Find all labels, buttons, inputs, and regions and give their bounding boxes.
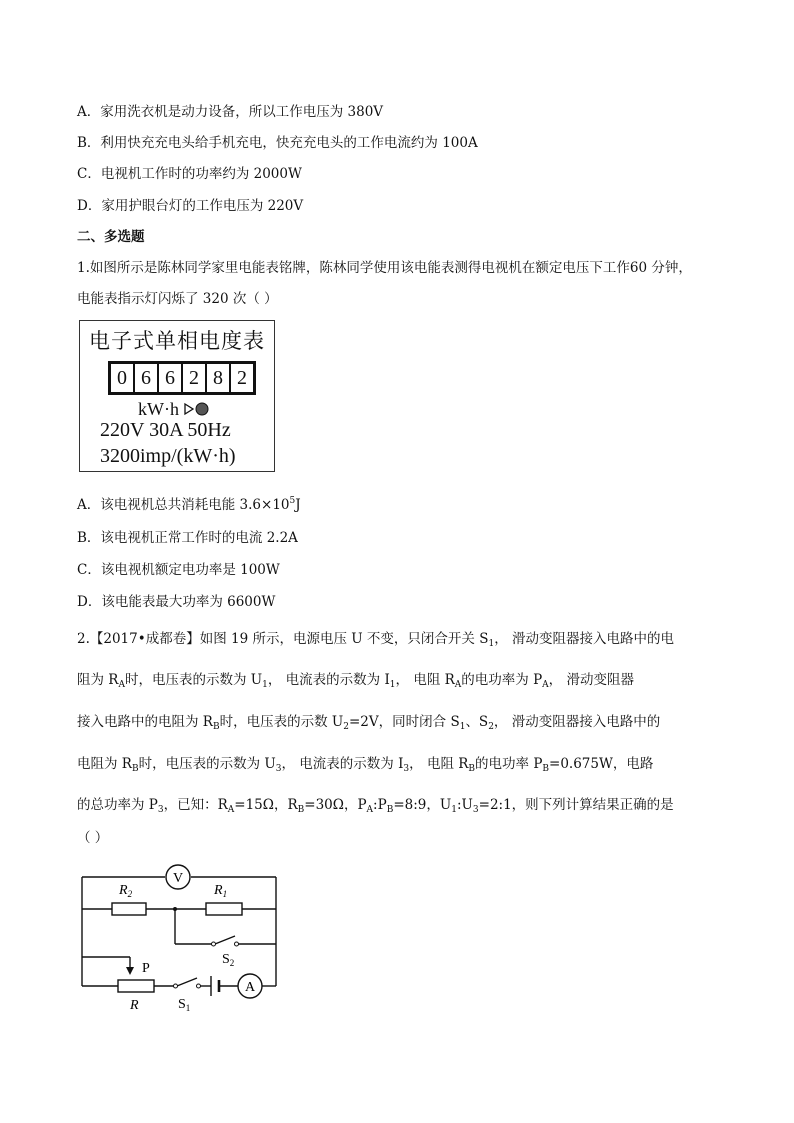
- q1-option-a: A．该电视机总共消耗电能 $3.6\times 10^5J$: [77, 496, 301, 513]
- meter-digit: 0: [111, 364, 135, 392]
- q1-option-b: B．该电视机正常工作时的电流 2.2A: [77, 530, 298, 546]
- r1-label: $R_1$: [214, 883, 228, 899]
- switch-s2-contact: [212, 942, 216, 946]
- option-b: B．利用快充充电头给手机充电，快充充电头的工作电流约为 100A: [77, 135, 478, 151]
- ammeter-icon: [238, 974, 262, 998]
- q2-stem-line1: 2.【2017•成都卷】如图 19 所示，电源电压 U 不变，只闭合开关 $S_1$， 滑动变阻器接入电路中的电: [77, 631, 674, 649]
- svg-text:V: V: [172, 871, 184, 886]
- r2-label: $R_2$: [119, 883, 133, 899]
- switch-s2-contact: [235, 942, 239, 946]
- junction-dot: [173, 907, 177, 911]
- q1-option-c: C．该电视机额定电功率是 100W: [77, 562, 280, 578]
- option-c: C．电视机工作时的功率约为 2000W: [77, 166, 302, 182]
- rheostat-r: [118, 980, 154, 992]
- q2-stem-line3: 接入电路中的电阻为 $R_B$时，电压表的示数 $U_2=2V$，同时闭合 $S_1$、$S_2$， 滑动变阻器接入电路中的: [77, 714, 661, 732]
- battery-icon: [211, 976, 219, 996]
- section-title: 二、多选题: [77, 229, 145, 245]
- meter-digit: 2: [183, 364, 207, 392]
- meter-rating-1: 220V 30A 50Hz: [100, 419, 231, 441]
- meter-title: 电子式单相电度表: [89, 329, 265, 353]
- q1-stem-line2: 电能表指示灯闪烁了 320 次（ ）: [77, 291, 278, 307]
- meter-digit: 8: [207, 364, 231, 392]
- meter-digits: [108, 361, 256, 395]
- q1-option-d: D．该电能表最大功率为 6600W: [77, 594, 276, 610]
- q2-stem-line5: 的总功率为 $P_3$，已知：$R_A=15\Omega$，$R_B=30\Omega$，$P_A:P_B=8:9$，$U_1:U_3=2:1$，则下列计算结果正确的是: [77, 797, 674, 815]
- energy-meter-nameplate: [79, 320, 275, 472]
- meter-digit: 2: [237, 367, 247, 389]
- meter-unit-row: [138, 399, 211, 420]
- indicator-lamp-icon: [183, 402, 211, 416]
- q1-stem-line1: 1.如图所示是陈林同学家里电能表铭牌，陈林同学使用该电能表测得电视机在额定电压下工作60 分钟，: [77, 260, 692, 276]
- q2-stem-line4: 电阻为 $R_B$时，电压表的示数为 $U_3$， 电流表的示数为 $I_3$， 电阻 $R_B$的电功率 $P_B=0.675W$，电路: [77, 756, 654, 774]
- q2-stem-line2: 阻为 $R_A$时，电压表的示数为 $U_1$， 电流表的示数为 $I_1$， 电阻 $R_A$的电功率为 $P_A$， 滑动变阻器: [77, 672, 634, 690]
- meter-digit: 6: [135, 364, 159, 392]
- circuit-wires: [82, 877, 276, 986]
- q2-blank: （ ）: [77, 830, 109, 846]
- s1-label: $S_1$: [178, 997, 191, 1013]
- resistor-r1: [206, 903, 242, 915]
- meter-digit: 6: [159, 364, 183, 392]
- option-d: D．家用护眼台灯的工作电压为 220V: [77, 198, 304, 214]
- switch-s1-contact: [197, 984, 201, 988]
- meter-rating-2: 3200imp/(kW·h): [100, 445, 236, 467]
- slider-label: P: [142, 961, 150, 976]
- resistor-r2: [112, 903, 146, 915]
- rheostat-label: R: [130, 998, 139, 1013]
- s2-label: $S_2$: [222, 952, 235, 968]
- svg-text:A: A: [244, 980, 256, 995]
- circuit-diagram: [72, 858, 302, 1018]
- slider-arrow-icon: [126, 967, 134, 975]
- option-a: A．家用洗衣机是动力设备，所以工作电压为 380V: [77, 104, 384, 120]
- voltmeter-icon: [166, 865, 190, 889]
- switch-s1-contact: [174, 984, 178, 988]
- meter-unit: kW·h: [138, 399, 179, 419]
